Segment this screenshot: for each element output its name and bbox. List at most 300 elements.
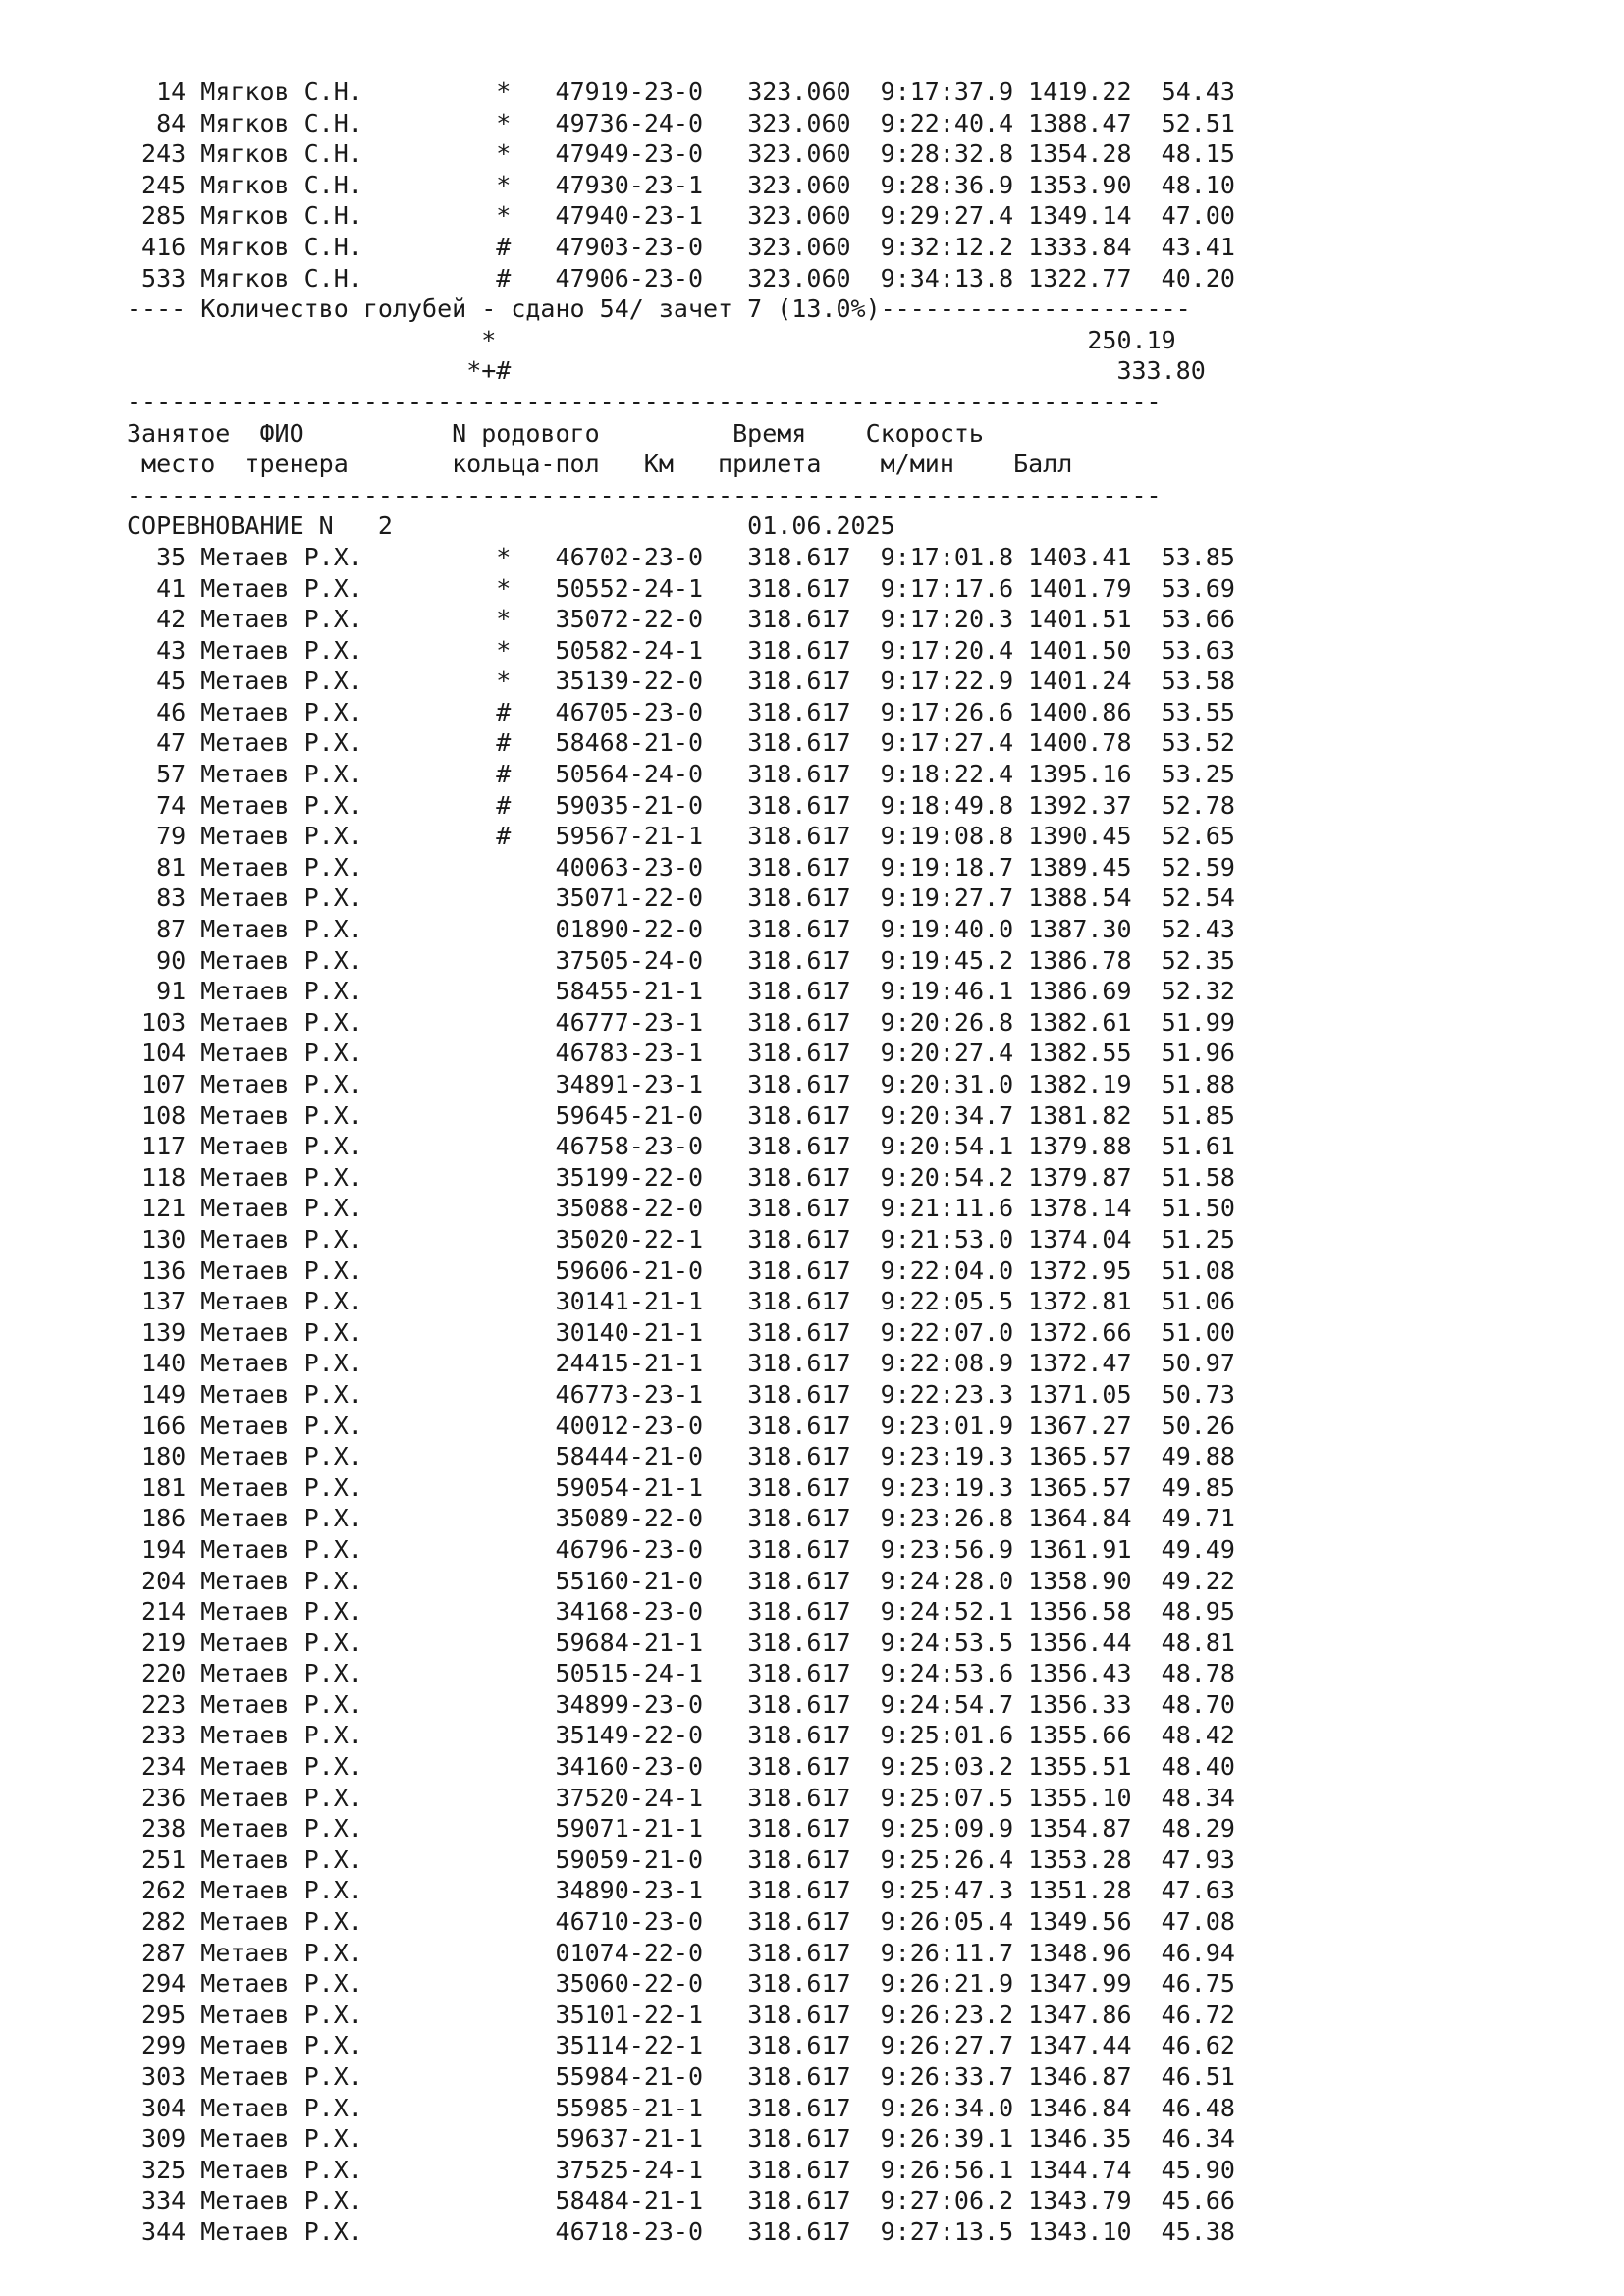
place-cell: 303 [127, 2062, 201, 2091]
competition-date: 01.06.2025 [747, 511, 895, 541]
distance-cell: 318.617 [747, 1689, 881, 1719]
mark-cell [378, 1225, 556, 1254]
ring-number-cell: 30140-21-1 [555, 1317, 748, 1347]
speed-cell: 1372.66 [1028, 1317, 1162, 1347]
speed-cell: 1387.30 [1028, 915, 1162, 944]
trainer-name-cell: Мягков С.Н. [200, 263, 378, 293]
speed-cell: 1346.84 [1028, 2093, 1162, 2122]
mark-cell: * [377, 78, 556, 106]
distance-cell: 318.617 [747, 945, 881, 975]
arrival-time-cell: 9:18:49.8 [880, 790, 1029, 820]
mark-cell [378, 1349, 556, 1377]
arrival-time-cell: 9:25:07.5 [880, 1783, 1029, 1812]
mark-cell: # [377, 760, 556, 789]
arrival-time-cell: 9:23:01.9 [880, 1411, 1029, 1440]
ring-number-cell: 35072-22-0 [555, 605, 748, 634]
distance-cell: 318.617 [747, 1597, 881, 1627]
ring-number-cell: 47906-23-0 [555, 263, 748, 293]
column-header-line-2: место тренера кольца-пол Км прилета м/мин Балл [127, 450, 1073, 479]
place-cell: 166 [127, 1411, 201, 1440]
score-cell: 48.78 [1161, 1659, 1235, 1688]
trainer-name-cell: Метаев Р.Х. [200, 605, 378, 634]
ring-number-cell: 59035-21-0 [555, 790, 748, 820]
arrival-time-cell: 9:27:13.5 [880, 2216, 1029, 2246]
mark-cell [378, 1101, 556, 1130]
score-cell: 53.69 [1161, 573, 1235, 603]
speed-cell: 1353.28 [1028, 1844, 1162, 1874]
speed-cell: 1356.44 [1028, 1628, 1162, 1657]
score-cell: 53.25 [1161, 760, 1235, 789]
trainer-name-cell: Метаев Р.Х. [200, 1194, 378, 1223]
speed-cell: 1372.47 [1028, 1349, 1162, 1378]
distance-cell: 318.617 [747, 1162, 881, 1192]
score-cell: 52.51 [1161, 108, 1235, 137]
ring-number-cell: 47949-23-0 [555, 139, 748, 169]
speed-cell: 1401.24 [1028, 667, 1162, 696]
table-row [127, 635, 1235, 667]
speed-cell: 1354.28 [1028, 139, 1162, 169]
mark-cell [378, 1504, 556, 1532]
speed-cell: 1346.35 [1028, 2124, 1162, 2154]
distance-cell: 318.617 [747, 573, 881, 603]
place-cell: 83 [127, 883, 201, 913]
trainer-name-cell: Метаев Р.Х. [200, 2062, 378, 2091]
ring-number-cell: 35071-22-0 [555, 883, 748, 913]
place-cell: 238 [127, 1814, 201, 1843]
arrival-time-cell: 9:22:23.3 [880, 1379, 1029, 1409]
distance-cell: 318.617 [747, 2155, 881, 2184]
distance-cell: 318.617 [747, 1100, 881, 1130]
score-cell: 46.51 [1161, 2062, 1235, 2091]
ring-number-cell: 47930-23-1 [555, 170, 748, 199]
table-row [127, 666, 1235, 697]
arrival-time-cell: 9:27:06.2 [880, 2186, 1029, 2216]
place-cell: 74 [127, 790, 201, 820]
table-row [127, 697, 1235, 728]
place-cell: 262 [127, 1876, 201, 1905]
score-cell: 52.54 [1161, 883, 1235, 913]
arrival-time-cell: 9:17:17.6 [880, 573, 1029, 603]
trainer-name-cell: Метаев Р.Х. [200, 1659, 378, 1688]
place-cell: 90 [127, 945, 201, 975]
ring-number-cell: 58455-21-1 [555, 977, 748, 1006]
distance-cell: 323.060 [747, 78, 881, 106]
place-cell: 118 [127, 1162, 201, 1192]
mark-cell [378, 853, 556, 881]
arrival-time-cell: 9:20:54.1 [880, 1132, 1029, 1161]
competition-rows [127, 542, 1235, 2248]
place-cell: 180 [127, 1442, 201, 1471]
mark-cell: * [377, 139, 556, 169]
mark-cell [378, 1070, 556, 1098]
distance-cell: 318.617 [747, 822, 881, 851]
ring-number-cell: 46705-23-0 [555, 697, 748, 726]
ring-number-cell: 40012-23-0 [555, 1411, 748, 1440]
mark-cell [378, 1163, 556, 1192]
distance-cell: 318.617 [747, 760, 881, 789]
distance-cell: 318.617 [747, 1938, 881, 1967]
score-cell: 49.49 [1161, 1534, 1235, 1564]
arrival-time-cell: 9:26:33.7 [880, 2062, 1029, 2091]
arrival-time-cell: 9:29:27.4 [880, 201, 1029, 231]
arrival-time-cell: 9:17:20.4 [880, 635, 1029, 665]
arrival-time-cell: 9:24:54.7 [880, 1689, 1029, 1719]
distance-cell: 318.617 [747, 883, 881, 913]
distance-cell: 318.617 [747, 790, 881, 820]
table-row [127, 1628, 1235, 1659]
table-row [127, 2155, 1235, 2186]
trainer-name-cell: Метаев Р.Х. [200, 1783, 378, 1812]
ring-number-cell: 35114-22-1 [555, 2031, 748, 2060]
trainer-name-cell: Метаев Р.Х. [200, 1379, 378, 1409]
mark-cell [378, 1876, 556, 1904]
score-cell: 48.15 [1161, 139, 1235, 169]
ring-number-cell: 59567-21-1 [555, 822, 748, 851]
table-row [127, 2000, 1235, 2031]
mark-cell: * [377, 573, 556, 603]
mark-cell [378, 1814, 556, 1842]
trainer-name-cell: Метаев Р.Х. [200, 1349, 378, 1378]
score-cell: 45.66 [1161, 2186, 1235, 2216]
mark-cell [378, 1194, 556, 1222]
ring-number-cell: 59059-21-0 [555, 1844, 748, 1874]
place-cell: 233 [127, 1721, 201, 1750]
mark-cell: * [377, 542, 556, 571]
mark-cell: # [377, 263, 556, 293]
results-document [127, 77, 1235, 2248]
ring-number-cell: 55984-21-0 [555, 2062, 748, 2091]
distance-cell: 318.617 [747, 697, 881, 726]
table-row [127, 1689, 1235, 1721]
table-row [127, 1534, 1235, 1566]
speed-cell: 1322.77 [1028, 263, 1162, 293]
previous-competition-rows [127, 77, 1235, 294]
speed-cell: 1333.84 [1028, 232, 1162, 261]
distance-cell: 318.617 [747, 1876, 881, 1905]
trainer-name-cell: Метаев Р.Х. [200, 1224, 378, 1254]
score-cell: 53.58 [1161, 667, 1235, 696]
summary-mark-2: *+# [466, 356, 512, 386]
speed-cell: 1364.84 [1028, 1504, 1162, 1533]
arrival-time-cell: 9:25:47.3 [880, 1876, 1029, 1905]
separator-line: ---------------------------------------------------------------------- [127, 387, 1162, 416]
distance-cell: 318.617 [747, 1907, 881, 1937]
place-cell: 136 [127, 1255, 201, 1285]
table-row [127, 2216, 1235, 2248]
trainer-name-cell: Метаев Р.Х. [200, 1442, 378, 1471]
arrival-time-cell: 9:17:20.3 [880, 605, 1029, 634]
trainer-name-cell: Метаев Р.Х. [200, 977, 378, 1006]
distance-cell: 318.617 [747, 1783, 881, 1812]
mark-cell: * [377, 605, 556, 634]
score-cell: 49.85 [1161, 1472, 1235, 1502]
trainer-name-cell: Метаев Р.Х. [200, 945, 378, 975]
arrival-time-cell: 9:26:39.1 [880, 2124, 1029, 2154]
distance-cell: 323.060 [747, 263, 881, 293]
arrival-time-cell: 9:22:40.4 [880, 108, 1029, 137]
place-cell: 299 [127, 2031, 201, 2060]
distance-cell: 318.617 [747, 1844, 881, 1874]
score-cell: 50.73 [1161, 1379, 1235, 1409]
table-row [127, 1038, 1235, 1069]
place-cell: 243 [127, 139, 201, 169]
table-row [127, 2061, 1235, 2093]
place-cell: 137 [127, 1287, 201, 1316]
ring-number-cell: 47903-23-0 [555, 232, 748, 261]
arrival-time-cell: 9:26:23.2 [880, 2000, 1029, 2029]
table-row [127, 1783, 1235, 1814]
distance-cell: 323.060 [747, 232, 881, 261]
mark-cell [378, 1629, 556, 1657]
speed-cell: 1403.41 [1028, 542, 1162, 571]
mark-cell [378, 2217, 556, 2246]
trainer-name-cell: Метаев Р.Х. [200, 1039, 378, 1068]
score-cell: 51.06 [1161, 1287, 1235, 1316]
place-cell: 304 [127, 2093, 201, 2122]
mark-cell [378, 2094, 556, 2122]
distance-cell: 318.617 [747, 1379, 881, 1409]
speed-cell: 1374.04 [1028, 1224, 1162, 1254]
arrival-time-cell: 9:34:13.8 [880, 263, 1029, 293]
summary-value-2: 333.80 [1116, 356, 1206, 386]
mark-cell [378, 1690, 556, 1719]
score-cell: 51.61 [1161, 1132, 1235, 1161]
score-cell: 51.88 [1161, 1070, 1235, 1098]
ring-number-cell: 35088-22-0 [555, 1194, 748, 1223]
score-cell: 46.34 [1161, 2124, 1235, 2154]
distance-cell: 318.617 [747, 1224, 881, 1254]
trainer-name-cell: Метаев Р.Х. [200, 1132, 378, 1161]
table-row [127, 1844, 1235, 1876]
ring-number-cell: 58468-21-0 [555, 728, 748, 758]
ring-number-cell: 50564-24-0 [555, 760, 748, 789]
trainer-name-cell: Метаев Р.Х. [200, 2186, 378, 2216]
speed-cell: 1343.79 [1028, 2186, 1162, 2216]
arrival-time-cell: 9:28:32.8 [880, 139, 1029, 169]
arrival-time-cell: 9:17:27.4 [880, 728, 1029, 758]
speed-cell: 1349.14 [1028, 201, 1162, 231]
arrival-time-cell: 9:17:26.6 [880, 697, 1029, 726]
trainer-name-cell: Метаев Р.Х. [200, 728, 378, 758]
arrival-time-cell: 9:24:52.1 [880, 1597, 1029, 1627]
distance-cell: 318.617 [747, 1132, 881, 1161]
table-row [127, 727, 1235, 759]
arrival-time-cell: 9:19:18.7 [880, 852, 1029, 881]
trainer-name-cell: Мягков С.Н. [200, 108, 378, 137]
trainer-name-cell: Метаев Р.Х. [200, 1411, 378, 1440]
trainer-name-cell: Метаев Р.Х. [200, 760, 378, 789]
arrival-time-cell: 9:24:28.0 [880, 1566, 1029, 1595]
score-cell: 52.32 [1161, 977, 1235, 1006]
distance-cell: 318.617 [747, 2186, 881, 2216]
speed-cell: 1379.88 [1028, 1132, 1162, 1161]
mark-cell [378, 883, 556, 912]
place-cell: 149 [127, 1379, 201, 1409]
distance-cell: 318.617 [747, 1194, 881, 1223]
mark-cell [378, 1256, 556, 1285]
ring-number-cell: 46777-23-1 [555, 1007, 748, 1037]
competition-label: СОРЕВНОВАНИЕ N 2 [127, 511, 393, 541]
speed-cell: 1365.57 [1028, 1472, 1162, 1502]
mark-cell [378, 977, 556, 1005]
score-cell: 46.94 [1161, 1938, 1235, 1967]
score-cell: 49.88 [1161, 1442, 1235, 1471]
arrival-time-cell: 9:28:36.9 [880, 170, 1029, 199]
speed-cell: 1372.95 [1028, 1255, 1162, 1285]
distance-cell: 318.617 [747, 1317, 881, 1347]
distance-cell: 318.617 [747, 1039, 881, 1068]
speed-cell: 1349.56 [1028, 1907, 1162, 1937]
trainer-name-cell: Метаев Р.Х. [200, 2155, 378, 2184]
mark-cell [378, 1784, 556, 1812]
mark-cell: # [377, 232, 556, 261]
arrival-time-cell: 9:25:26.4 [880, 1844, 1029, 1874]
ring-number-cell: 55160-21-0 [555, 1566, 748, 1595]
place-cell: 108 [127, 1100, 201, 1130]
ring-number-cell: 01890-22-0 [555, 915, 748, 944]
place-cell: 219 [127, 1628, 201, 1657]
speed-cell: 1347.99 [1028, 1969, 1162, 1999]
place-cell: 104 [127, 1039, 201, 1068]
place-cell: 309 [127, 2124, 201, 2154]
table-row [127, 1286, 1235, 1317]
speed-cell: 1347.44 [1028, 2031, 1162, 2060]
speed-cell: 1356.58 [1028, 1597, 1162, 1627]
mark-cell [378, 1969, 556, 1998]
score-cell: 51.85 [1161, 1100, 1235, 1130]
table-row [127, 1658, 1235, 1689]
trainer-name-cell: Мягков С.Н. [200, 201, 378, 231]
score-cell: 51.96 [1161, 1039, 1235, 1068]
mark-cell: * [377, 108, 556, 137]
ring-number-cell: 35149-22-0 [555, 1721, 748, 1750]
score-cell: 43.41 [1161, 232, 1235, 261]
speed-cell: 1382.19 [1028, 1070, 1162, 1098]
trainer-name-cell: Метаев Р.Х. [200, 1070, 378, 1098]
trainer-name-cell: Мягков С.Н. [200, 170, 378, 199]
table-row [127, 790, 1235, 822]
ring-number-cell: 58484-21-1 [555, 2186, 748, 2216]
ring-number-cell: 34168-23-0 [555, 1597, 748, 1627]
mark-cell [378, 1412, 556, 1440]
distance-cell: 318.617 [747, 1566, 881, 1595]
trainer-name-cell: Метаев Р.Х. [200, 1317, 378, 1347]
arrival-time-cell: 9:20:31.0 [880, 1070, 1029, 1098]
distance-cell: 318.617 [747, 1534, 881, 1564]
ring-number-cell: 46718-23-0 [555, 2216, 748, 2246]
mark-cell [378, 2031, 556, 2059]
place-cell: 42 [127, 605, 201, 634]
trainer-name-cell: Метаев Р.Х. [200, 2031, 378, 2060]
table-row [127, 1224, 1235, 1255]
trainer-name-cell: Метаев Р.Х. [200, 852, 378, 881]
place-cell: 140 [127, 1349, 201, 1378]
arrival-time-cell: 9:17:37.9 [880, 78, 1029, 106]
arrival-time-cell: 9:21:53.0 [880, 1224, 1029, 1254]
speed-cell: 1400.78 [1028, 728, 1162, 758]
mark-cell [378, 1907, 556, 1936]
table-row [127, 108, 1235, 139]
mark-cell [378, 1008, 556, 1037]
mark-cell [378, 1939, 556, 1967]
table-row [127, 1379, 1235, 1411]
ring-number-cell: 01074-22-0 [555, 1938, 748, 1967]
distance-cell: 318.617 [747, 1628, 881, 1657]
distance-cell: 323.060 [747, 108, 881, 137]
speed-cell: 1388.54 [1028, 883, 1162, 913]
speed-cell: 1392.37 [1028, 790, 1162, 820]
mark-cell [378, 1659, 556, 1687]
trainer-name-cell: Метаев Р.Х. [200, 1628, 378, 1657]
ring-number-cell: 46702-23-0 [555, 542, 748, 571]
score-cell: 50.97 [1161, 1349, 1235, 1378]
place-cell: 45 [127, 667, 201, 696]
ring-number-cell: 46796-23-0 [555, 1534, 748, 1564]
arrival-time-cell: 9:26:56.1 [880, 2155, 1029, 2184]
speed-cell: 1356.33 [1028, 1689, 1162, 1719]
ring-number-cell: 59606-21-0 [555, 1255, 748, 1285]
distance-cell: 318.617 [747, 1659, 881, 1688]
arrival-time-cell: 9:25:01.6 [880, 1721, 1029, 1750]
score-cell: 47.63 [1161, 1876, 1235, 1905]
table-row [127, 263, 1235, 294]
trainer-name-cell: Метаев Р.Х. [200, 1721, 378, 1750]
score-cell: 48.70 [1161, 1689, 1235, 1719]
trainer-name-cell: Метаев Р.Х. [200, 635, 378, 665]
ring-number-cell: 24415-21-1 [555, 1349, 748, 1378]
arrival-time-cell: 9:23:26.8 [880, 1504, 1029, 1533]
distance-cell: 318.617 [747, 1070, 881, 1098]
score-cell: 48.42 [1161, 1721, 1235, 1750]
speed-cell: 1354.87 [1028, 1814, 1162, 1843]
competition-heading [127, 510, 1235, 542]
speed-cell: 1386.69 [1028, 977, 1162, 1006]
place-cell: 214 [127, 1597, 201, 1627]
speed-cell: 1378.14 [1028, 1194, 1162, 1223]
place-cell: 43 [127, 635, 201, 665]
speed-cell: 1401.51 [1028, 605, 1162, 634]
arrival-time-cell: 9:22:04.0 [880, 1255, 1029, 1285]
speed-cell: 1343.10 [1028, 2216, 1162, 2246]
score-cell: 54.43 [1161, 78, 1235, 106]
arrival-time-cell: 9:26:34.0 [880, 2093, 1029, 2122]
table-row [127, 2030, 1235, 2061]
distance-cell: 318.617 [747, 542, 881, 571]
place-cell: 41 [127, 573, 201, 603]
place-cell: 295 [127, 2000, 201, 2029]
place-cell: 121 [127, 1194, 201, 1223]
place-cell: 186 [127, 1504, 201, 1533]
distance-cell: 318.617 [747, 1814, 881, 1843]
table-row [127, 138, 1235, 170]
ring-number-cell: 46773-23-1 [555, 1379, 748, 1409]
speed-cell: 1382.61 [1028, 1007, 1162, 1037]
mark-cell [378, 946, 556, 975]
score-cell: 53.66 [1161, 605, 1235, 634]
trainer-name-cell: Метаев Р.Х. [200, 2093, 378, 2122]
score-cell: 46.75 [1161, 1969, 1235, 1999]
distance-cell: 318.617 [747, 2124, 881, 2154]
place-cell: 194 [127, 1534, 201, 1564]
mark-cell [378, 1845, 556, 1874]
speed-cell: 1401.79 [1028, 573, 1162, 603]
place-cell: 103 [127, 1007, 201, 1037]
speed-cell: 1346.87 [1028, 2062, 1162, 2091]
arrival-time-cell: 9:24:53.5 [880, 1628, 1029, 1657]
score-cell: 51.50 [1161, 1194, 1235, 1223]
mark-cell [378, 1039, 556, 1067]
score-cell: 48.34 [1161, 1783, 1235, 1812]
